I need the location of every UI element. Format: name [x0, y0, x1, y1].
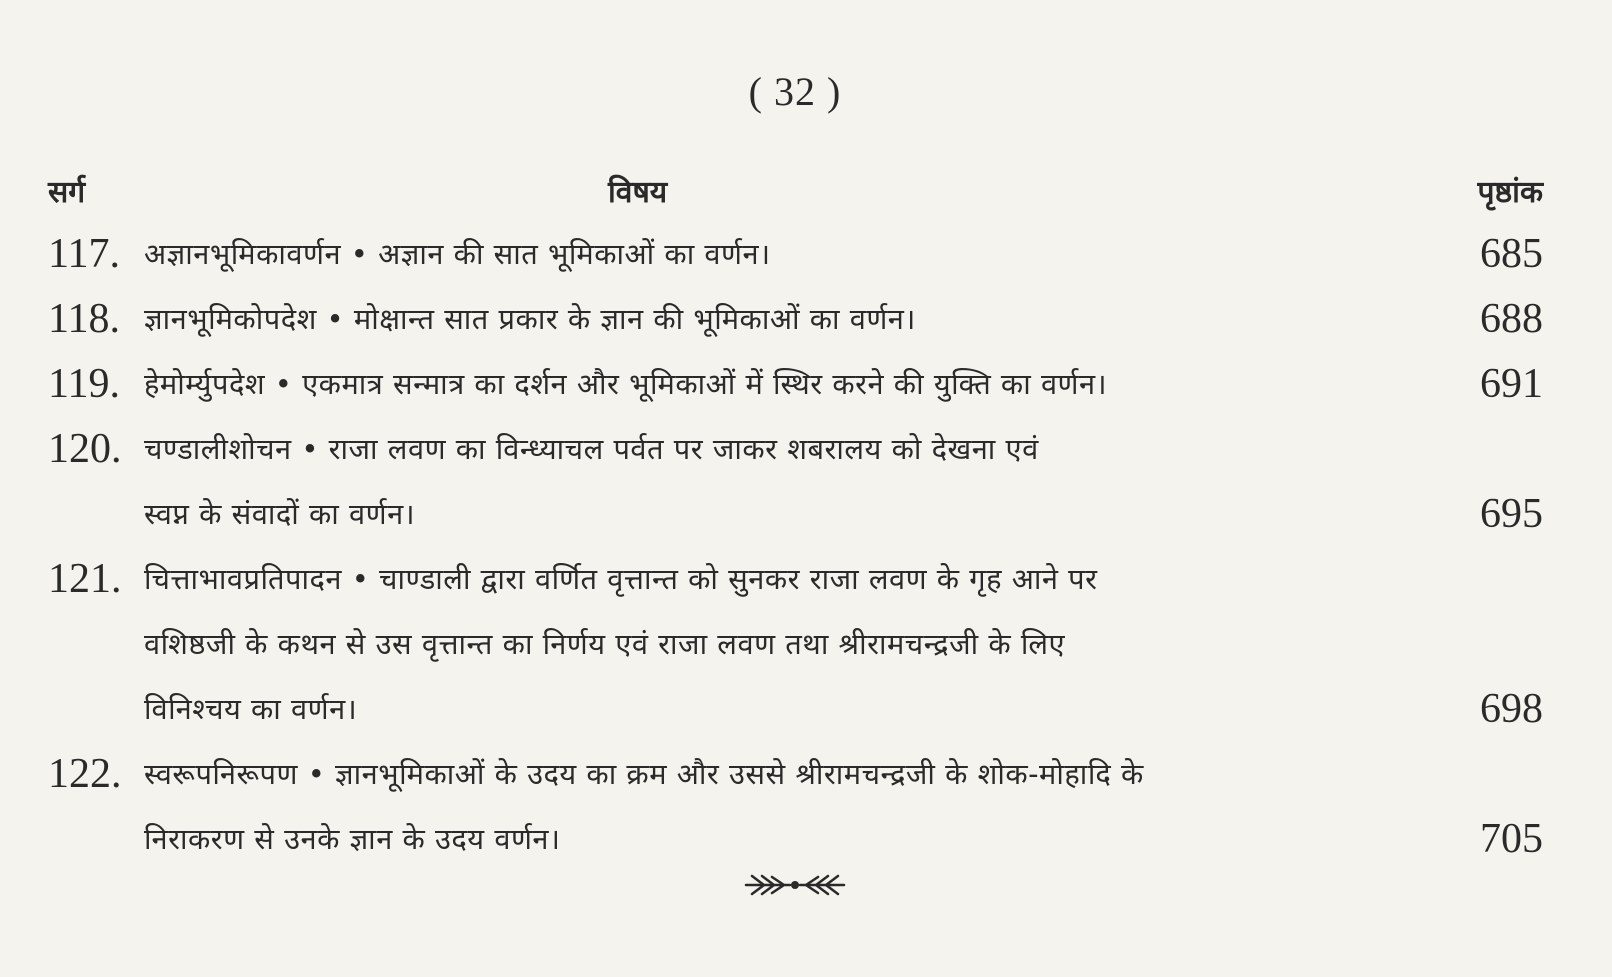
header-prishthank: पृष्ठांक — [1477, 175, 1543, 210]
chapter-number: 117. — [48, 231, 120, 277]
chapter-text: चण्डालीशोचन • राजा लवण का विन्ध्याचल पर्वत पर जाकर शबरालय को देखना एवं — [144, 432, 1039, 466]
chapter-text: अज्ञानभूमिकावर्णन • अज्ञान की सात भूमिकाओं का वर्णन। — [144, 237, 771, 271]
chapter-text-continued: निराकरण से उनके ज्ञान के उदय वर्णन। — [144, 822, 561, 856]
entry-line — [48, 547, 1543, 612]
entry-line — [48, 807, 1543, 872]
entry-line — [48, 287, 1543, 352]
page-ref: 685 — [1480, 231, 1543, 277]
chapter-text: ज्ञानभूमिकोपदेश • मोक्षान्त सात प्रकार के ज्ञान की भूमिकाओं का वर्णन। — [144, 302, 916, 336]
list-item — [48, 287, 1543, 352]
entry-line — [48, 482, 1543, 547]
list-item — [48, 352, 1543, 417]
contents-list — [48, 222, 1543, 872]
header-sarg: सर्ग — [48, 175, 86, 210]
list-item — [48, 222, 1543, 287]
table-header — [48, 170, 1543, 218]
page-ref: 691 — [1480, 361, 1543, 407]
entry-line — [48, 222, 1543, 287]
chapter-text-continued: वशिष्ठजी के कथन से उस वृत्तान्त का निर्णय एवं राजा लवण तथा श्रीरामचन्द्रजी के लिए — [144, 627, 1066, 661]
chapter-text: हेमोर्म्युपदेश • एकमात्र सन्मात्र का दर्शन और भूमिकाओं में स्थिर करने की युक्ति का वर्णन। — [144, 367, 1108, 401]
page-ref: 698 — [1480, 686, 1543, 732]
ornament-icon — [0, 868, 1590, 906]
entry-line — [48, 742, 1543, 807]
header-vishay: विषय — [608, 175, 668, 210]
list-item — [48, 417, 1543, 547]
entry-line — [48, 352, 1543, 417]
page-number: ( 32 ) — [748, 69, 842, 114]
chapter-number: 119. — [48, 361, 120, 407]
entry-line — [48, 677, 1543, 742]
page-ref: 688 — [1480, 296, 1543, 342]
chapter-number: 122. — [48, 751, 122, 797]
chapter-number: 121. — [48, 556, 122, 602]
chapter-text: चित्ताभावप्रतिपादन • चाण्डाली द्वारा वर्णित वृत्तान्त को सुनकर राजा लवण के गृह आने पर — [144, 562, 1098, 596]
chapter-number: 118. — [48, 296, 120, 342]
page-ref: 705 — [1480, 816, 1543, 862]
page-ref: 695 — [1480, 491, 1543, 537]
chapter-text: स्वरूपनिरूपण • ज्ञानभूमिकाओं के उदय का क्रम और उससे श्रीरामचन्द्रजी के शोक-मोहादि के — [144, 757, 1144, 791]
chapter-number: 120. — [48, 426, 122, 472]
chapter-text-continued: स्वप्न के संवादों का वर्णन। — [144, 497, 416, 531]
entry-line — [48, 612, 1543, 677]
entry-line — [48, 417, 1543, 482]
chapter-text-continued: विनिश्चय का वर्णन। — [144, 692, 358, 726]
list-item — [48, 742, 1543, 872]
list-item — [48, 547, 1543, 742]
